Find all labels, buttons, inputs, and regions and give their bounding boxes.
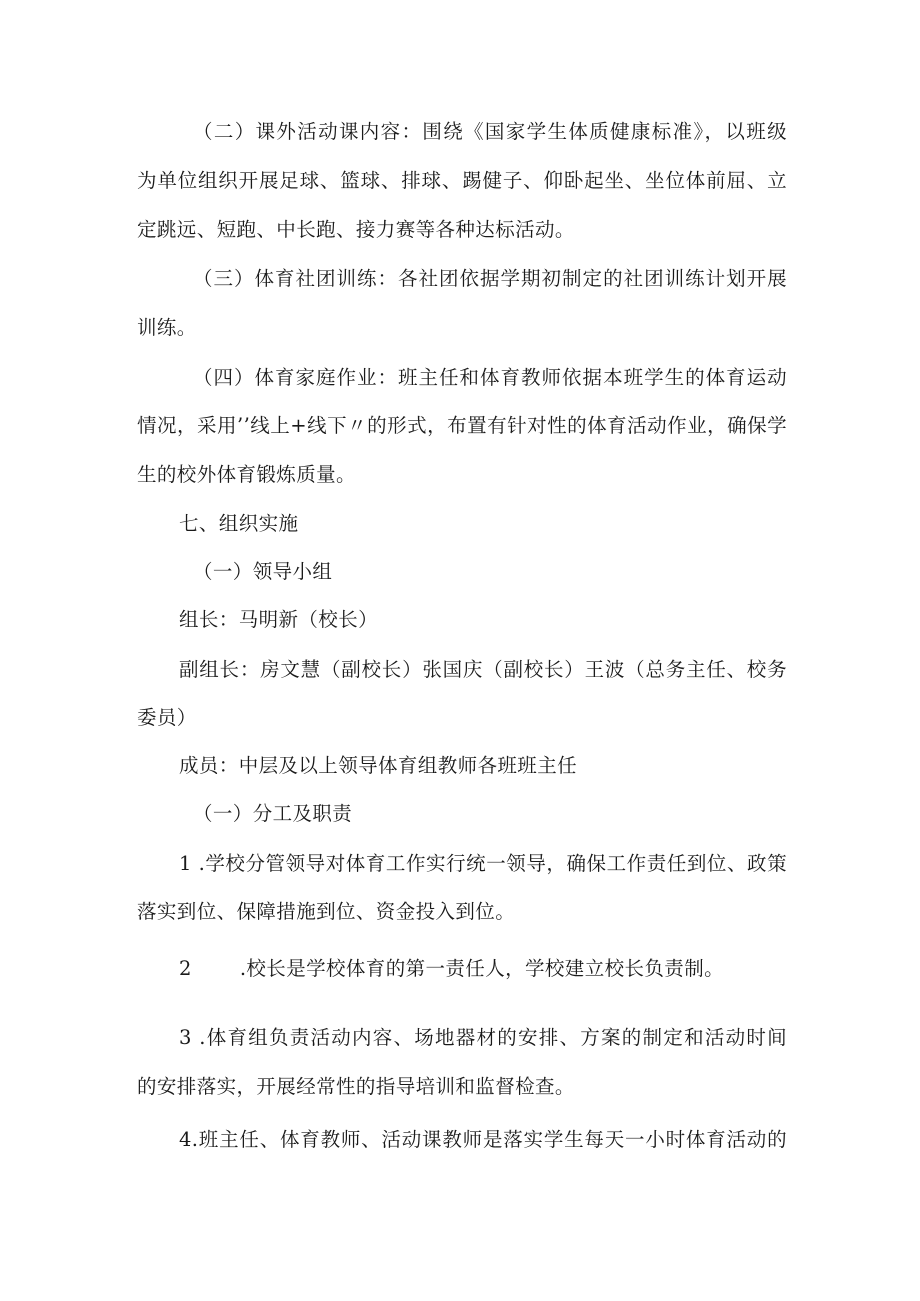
duty-item-3-line-1: 3 .体育组负责活动内容、场地器材的安排、方案的制定和活动时间 xyxy=(179,1026,787,1049)
paragraph-club-training-line-1: （三）体育社团训练：各社团依据学期初制定的社团训练计划开展 xyxy=(193,267,787,290)
duty-item-3-line-2: 的安排落实，开展经常性的指导培训和监督检查。 xyxy=(137,1075,575,1098)
paragraph-extracurricular-line-1: （二）课外活动课内容：围绕《国家学生体质健康标准》，以班级 xyxy=(193,120,787,143)
paragraph-extracurricular-line-3: 定跳远、短跑、中长跑、接力赛等各种达标活动。 xyxy=(137,218,575,241)
subheading-leadership-group: （一）领导小组 xyxy=(193,560,333,583)
section-heading-organization: 七、组织实施 xyxy=(179,512,299,535)
paragraph-extracurricular-line-2: 为单位组织开展足球、篮球、排球、踢健子、仰卧起坐、坐位体前屈、立 xyxy=(137,169,787,192)
members-line: 成员：中层及以上领导体育组教师各班班主任 xyxy=(179,754,578,777)
duty-item-2-number: 2 xyxy=(179,957,192,980)
paragraph-homework-line-1: （四）体育家庭作业：班主任和体育教师依据本班学生的体育运动 xyxy=(193,366,787,389)
duty-item-4-line-1: 4.班主任、体育教师、活动课教师是落实学生每天一小时体育活动的 xyxy=(179,1128,787,1151)
duty-item-1-line-2: 落实到位、保障措施到位、资金投入到位。 xyxy=(137,900,516,923)
paragraph-homework-line-2: 情况，采用’’线上+线下〃的形式，布置有针对性的体育活动作业，确保学 xyxy=(137,414,787,437)
paragraph-homework-line-3: 生的校外体育锻炼质量。 xyxy=(137,463,356,486)
duty-item-2-text: .校长是学校体育的第一责任人，学校建立校长负责制。 xyxy=(239,957,725,980)
paragraph-club-training-line-2: 训练。 xyxy=(137,316,197,339)
subheading-division-of-duties: （一）分工及职责 xyxy=(193,802,353,825)
deputy-leaders-line-2: 委员） xyxy=(137,706,197,729)
duty-item-1-line-1: 1 .学校分管领导对体育工作实行统一领导，确保工作责任到位、政策 xyxy=(179,852,787,875)
deputy-leaders-line-1: 副组长：房文慧（副校长）张国庆（副校长）王波（总务主任、校务 xyxy=(179,658,787,681)
duty-item-2 xyxy=(179,955,787,983)
leader-line: 组长：马明新（校长） xyxy=(179,608,379,631)
